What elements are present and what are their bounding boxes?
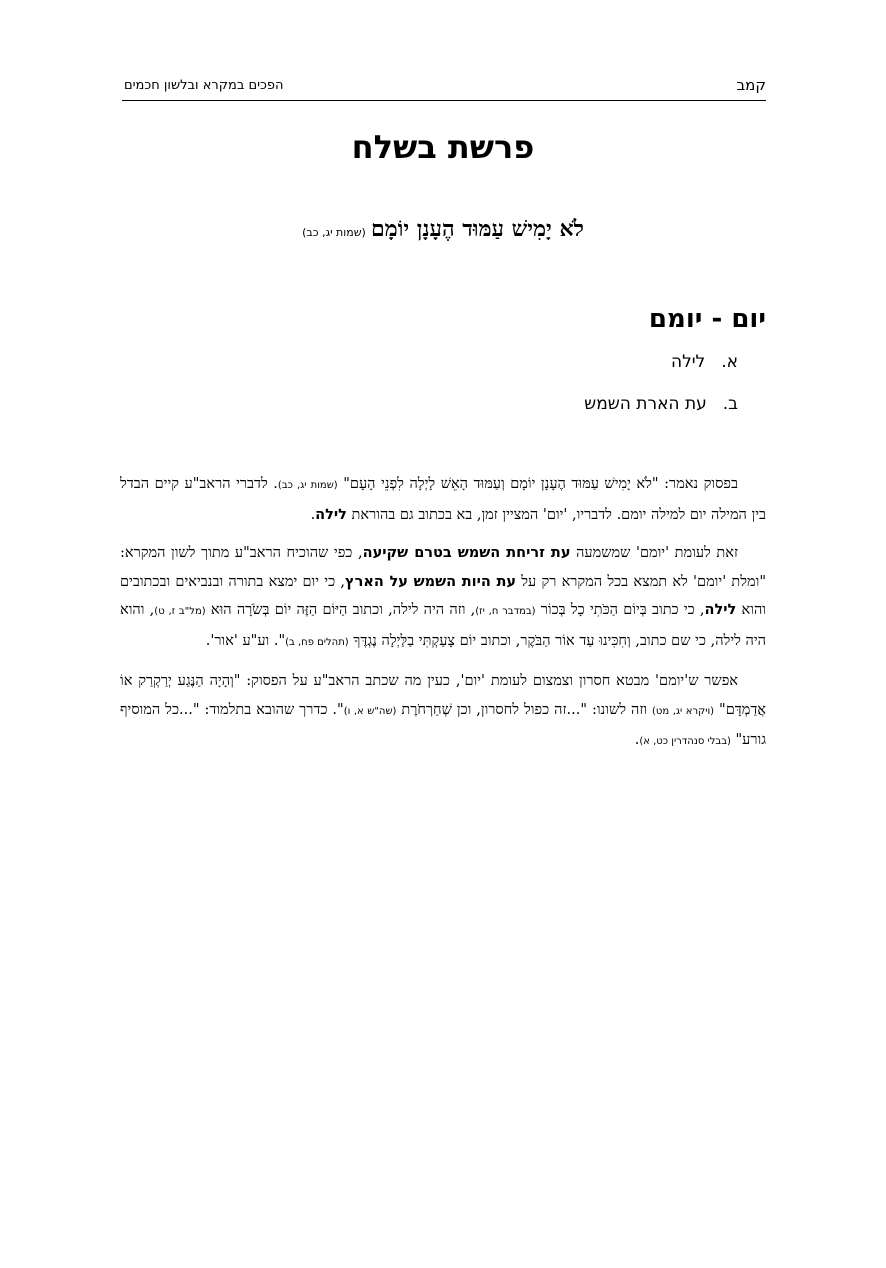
- verse-line: [0, 216, 886, 242]
- source-reference: (ויקרא יג, מט): [652, 705, 715, 717]
- verse-text: לֹא יָמִישׁ עַמּוּד הֶעָנָן יוֹמָם: [370, 216, 584, 242]
- bold-term: עת היות השמש על הארץ: [345, 573, 517, 590]
- body-text: [120, 470, 766, 767]
- definition-text: עת הארת השמש: [584, 394, 707, 414]
- bold-term: לילה: [704, 602, 737, 618]
- definition-text: לילה: [670, 352, 706, 372]
- topic-heading: יום - יומם: [648, 304, 766, 334]
- text-run: אפשר ש'יומם' מבטא חסרון וצמצום לעומת 'יום', כעין מה שכתב הראב"ע על הפסוק: "וְהָיָה הַנֶּגַע יְרַקְרַק אוֹ אֲדַמְדָּם": [120, 673, 766, 718]
- definition-item: [584, 350, 738, 392]
- text-run: .: [310, 506, 316, 523]
- source-reference: (תהלים פח, ב): [285, 636, 349, 648]
- text-run: ". כדרך שהובא בתלמוד: "...כל המוסיף גורע": [120, 701, 766, 748]
- text-run: זאת לעומת 'יומם' שמשמעה: [570, 545, 738, 561]
- book-title: הפכים במקרא ובלשון חכמים: [124, 78, 284, 93]
- definition-item: [584, 392, 738, 434]
- source-reference: (מל"ב ז, ט): [154, 606, 206, 617]
- verse-reference: (שמות יג, כב): [302, 226, 366, 239]
- definition-letter: א.: [721, 352, 738, 372]
- source-reference: (שה"ש א, ו): [343, 705, 397, 717]
- source-reference: (בבלי סנהדרין כט, א): [639, 736, 731, 747]
- text-run: , כי כתוב בְּיוֹם הַכֹּתִי כָל בְּכוֹר: [535, 602, 705, 618]
- source-reference: (שמות יג, כב): [277, 480, 338, 491]
- text-run: , והוא היה לילה, כי שם כתוב, וְחִכִּינוּ עַד אוֹר הַבֹּקֶר, וכתוב יוֹם צָעַקְתִּי בַלַּיְלָה נֶגְדֶּךָ: [120, 602, 766, 649]
- text-run: , כפי שהוכיח הראב"ע מתוך לשון המקרא: "ומלת 'יומם' לא תמצא בכל המקרא רק על: [120, 545, 766, 590]
- text-run: וזה לשונו: "...זה כפול לחסרון, וכן שְׁחַרְחֹרֶת: [396, 701, 653, 718]
- bold-term: לילה: [315, 506, 347, 523]
- paragraph: [120, 470, 766, 529]
- source-reference: (במדבר ח, יז): [475, 606, 536, 617]
- text-run: , וזה היה לילה, וכתוב הַיּוֹם הַזֶּה יוֹם בְּשֹׂרָה הוּא: [205, 602, 476, 618]
- parasha-title: פרשת בשלח: [351, 128, 535, 166]
- definition-list: [584, 350, 738, 434]
- running-header: [122, 76, 766, 101]
- text-run: בפסוק נאמר: "לֹא יָמִישׁ עַמּוּד הֶעָנָן יוֹמָם וְעַמּוּד הָאֵשׁ לָיְלָה לִפְנֵי הָעָם": [337, 476, 738, 492]
- text-run: .: [634, 732, 640, 748]
- text-run: ". וע"ע 'אור'.: [205, 632, 286, 649]
- paragraph: [120, 539, 766, 657]
- text-run: , כי יום ימצא בתורה ובנביאים ובכתובים והוא: [120, 573, 767, 618]
- bold-term: עת זריחת השמש בטרם שקיעה: [362, 545, 571, 561]
- text-run: . לדברי הראב"ע קיים הבדל בין המילה יום למילה יומם. לדבריו, 'יום' המציין זמן, בא בכתוב גם בהוראת: [120, 476, 766, 523]
- paragraph: [120, 667, 766, 757]
- definition-letter: ב.: [722, 394, 738, 414]
- page-number: קמב: [736, 76, 766, 94]
